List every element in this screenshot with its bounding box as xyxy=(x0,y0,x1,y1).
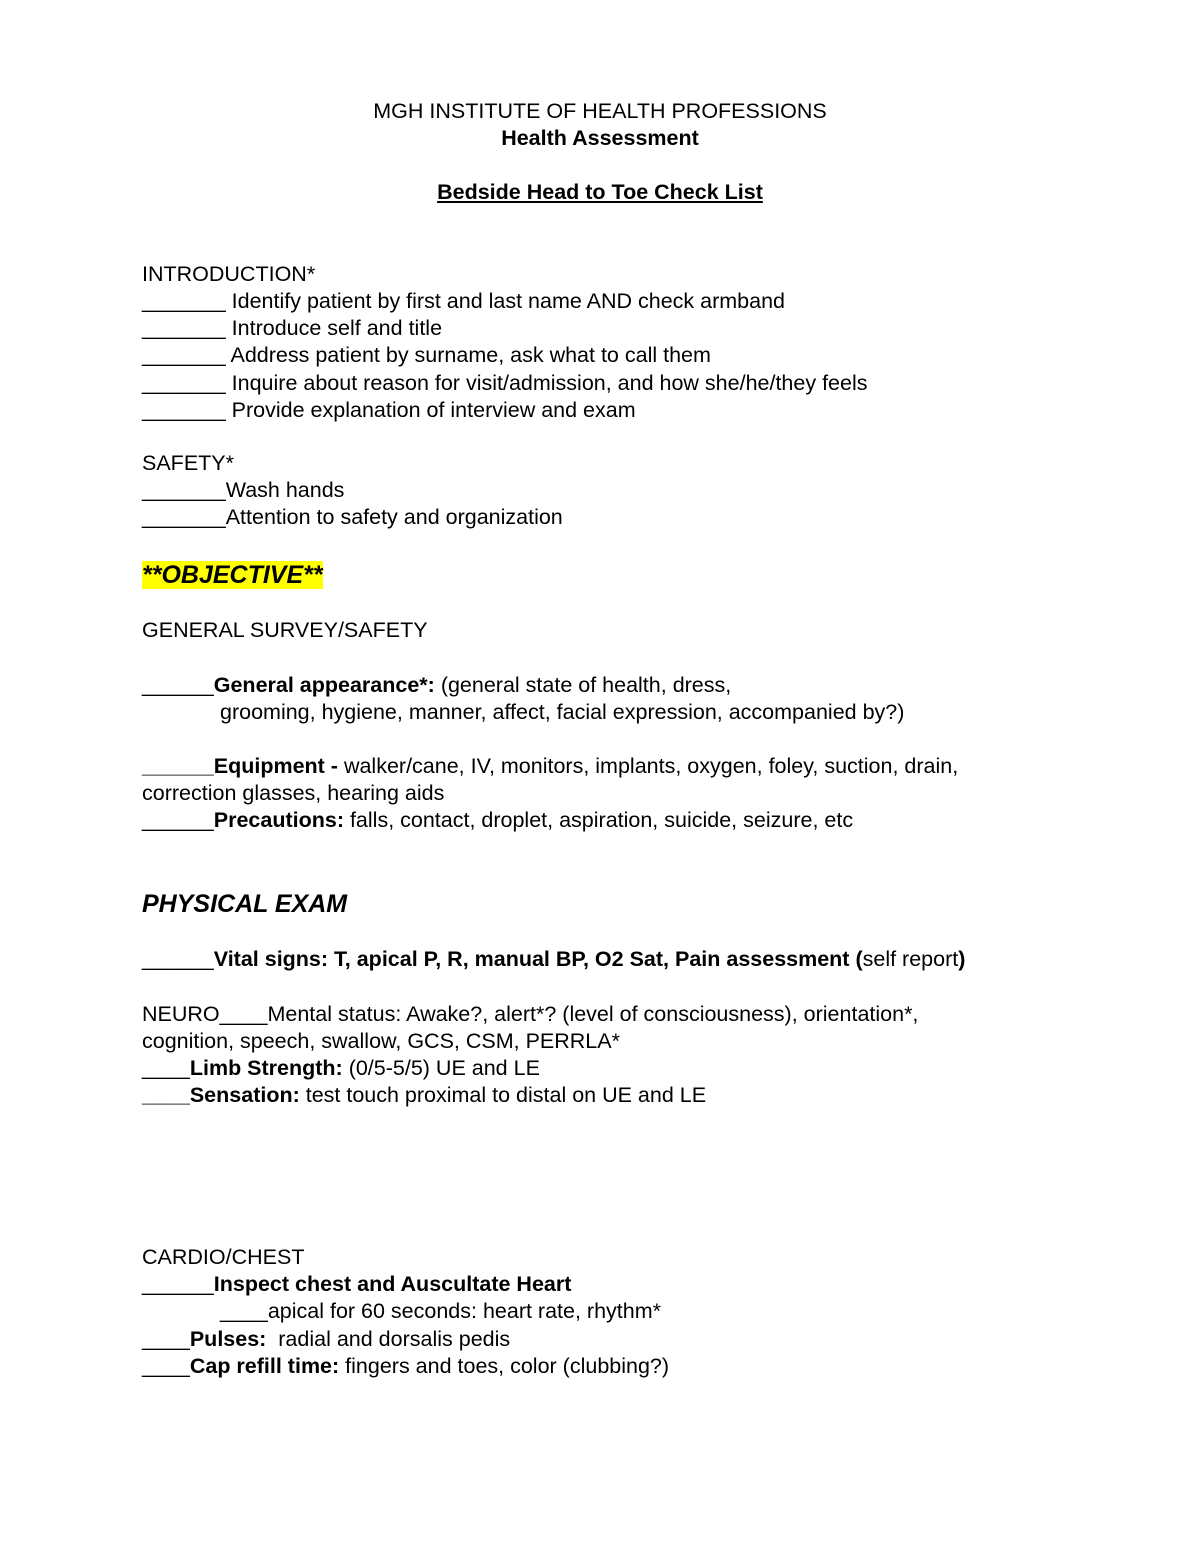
pulses-line xyxy=(142,1326,510,1353)
mental-status-text: ____Mental status: Awake?, alert*? (level of consciousness), orientation*, xyxy=(219,1002,919,1026)
course-title: Health Assessment xyxy=(501,126,699,150)
sensation-text: test touch proximal to distal on UE and LE xyxy=(299,1083,707,1107)
limb-strength-text: (0/5-5/5) UE and LE xyxy=(342,1056,540,1080)
institution-title: MGH INSTITUTE OF HEALTH PROFESSIONS xyxy=(373,99,827,123)
safety-item-wash-hands: _______Wash hands xyxy=(142,478,345,502)
blank: ____ xyxy=(142,1056,190,1080)
general-appearance-text: (general state of health, dress, xyxy=(434,673,732,697)
precautions-line xyxy=(142,807,853,834)
equipment-text: walker/cane, IV, monitors, implants, oxygen, foley, suction, drain, xyxy=(343,754,959,778)
cap-refill-line xyxy=(142,1353,669,1380)
vital-signs-text: self report xyxy=(862,947,959,971)
blank: ____ xyxy=(142,1083,190,1107)
blank: ______ xyxy=(142,673,214,697)
limb-strength-label: Limb Strength: xyxy=(189,1056,343,1080)
document-title: Bedside Head to Toe Check List xyxy=(437,180,763,204)
limb-strength-line xyxy=(142,1055,540,1082)
equipment-continued: correction glasses, hearing aids xyxy=(142,781,445,805)
blank: ____ xyxy=(142,1327,190,1351)
pulses-label: Pulses: xyxy=(189,1327,267,1351)
general-appearance-line xyxy=(142,672,731,699)
blank: ______ xyxy=(142,947,214,971)
intro-item-address: _______ Address patient by surname, ask what to call them xyxy=(142,343,711,367)
inspect-chest-line xyxy=(142,1271,571,1298)
general-survey-heading: GENERAL SURVEY/SAFETY xyxy=(142,618,428,642)
pulses-text: radial and dorsalis pedis xyxy=(266,1327,511,1351)
intro-item-identify: _______ Identify patient by first and last name AND check armband xyxy=(142,289,785,313)
neuro-mental-status-line xyxy=(142,1001,918,1028)
precautions-text: falls, contact, droplet, aspiration, suicide, seizure, etc xyxy=(343,808,854,832)
vital-signs-close: ) xyxy=(958,947,966,971)
cardio-heading: CARDIO/CHEST xyxy=(142,1245,305,1269)
general-appearance-label: General appearance*: xyxy=(213,673,435,697)
vital-signs-label: Vital signs: T, apical P, R, manual BP, O2 Sat, Pain assessment ( xyxy=(213,947,863,971)
inspect-chest-label: Inspect chest and Auscultate Heart xyxy=(213,1272,572,1296)
safety-item-organization: _______Attention to safety and organization xyxy=(142,505,563,529)
blank: ______ xyxy=(142,1272,214,1296)
equipment-line xyxy=(142,753,958,780)
neuro-label: NEURO xyxy=(142,1002,220,1026)
apical-line: ____apical for 60 seconds: heart rate, rhythm* xyxy=(220,1299,662,1323)
intro-item-introduce: _______ Introduce self and title xyxy=(142,316,443,340)
blank: ______ xyxy=(142,808,214,832)
blank: ______ xyxy=(142,754,214,778)
physical-exam-heading: PHYSICAL EXAM xyxy=(142,890,348,918)
cap-refill-label: Cap refill time: xyxy=(189,1354,340,1378)
precautions-label: Precautions: xyxy=(213,808,344,832)
sensation-label: Sensation: xyxy=(189,1083,300,1107)
objective-heading xyxy=(142,559,323,591)
cap-refill-text: fingers and toes, color (clubbing?) xyxy=(339,1354,670,1378)
neuro-mental-status-continued: cognition, speech, swallow, GCS, CSM, PERRLA* xyxy=(142,1029,620,1053)
safety-heading: SAFETY* xyxy=(142,451,234,475)
general-appearance-continued: grooming, hygiene, manner, affect, facial expression, accompanied by?) xyxy=(220,700,905,724)
vital-signs-line xyxy=(142,946,965,973)
intro-item-inquire: _______ Inquire about reason for visit/admission, and how she/he/they feels xyxy=(142,371,868,395)
intro-item-explain: _______ Provide explanation of interview and exam xyxy=(142,398,636,422)
introduction-heading: INTRODUCTION* xyxy=(142,262,316,286)
objective-highlight: **OBJECTIVE** xyxy=(142,561,323,589)
blank: ____ xyxy=(142,1354,190,1378)
equipment-label: Equipment - xyxy=(213,754,344,778)
sensation-line xyxy=(142,1082,706,1109)
